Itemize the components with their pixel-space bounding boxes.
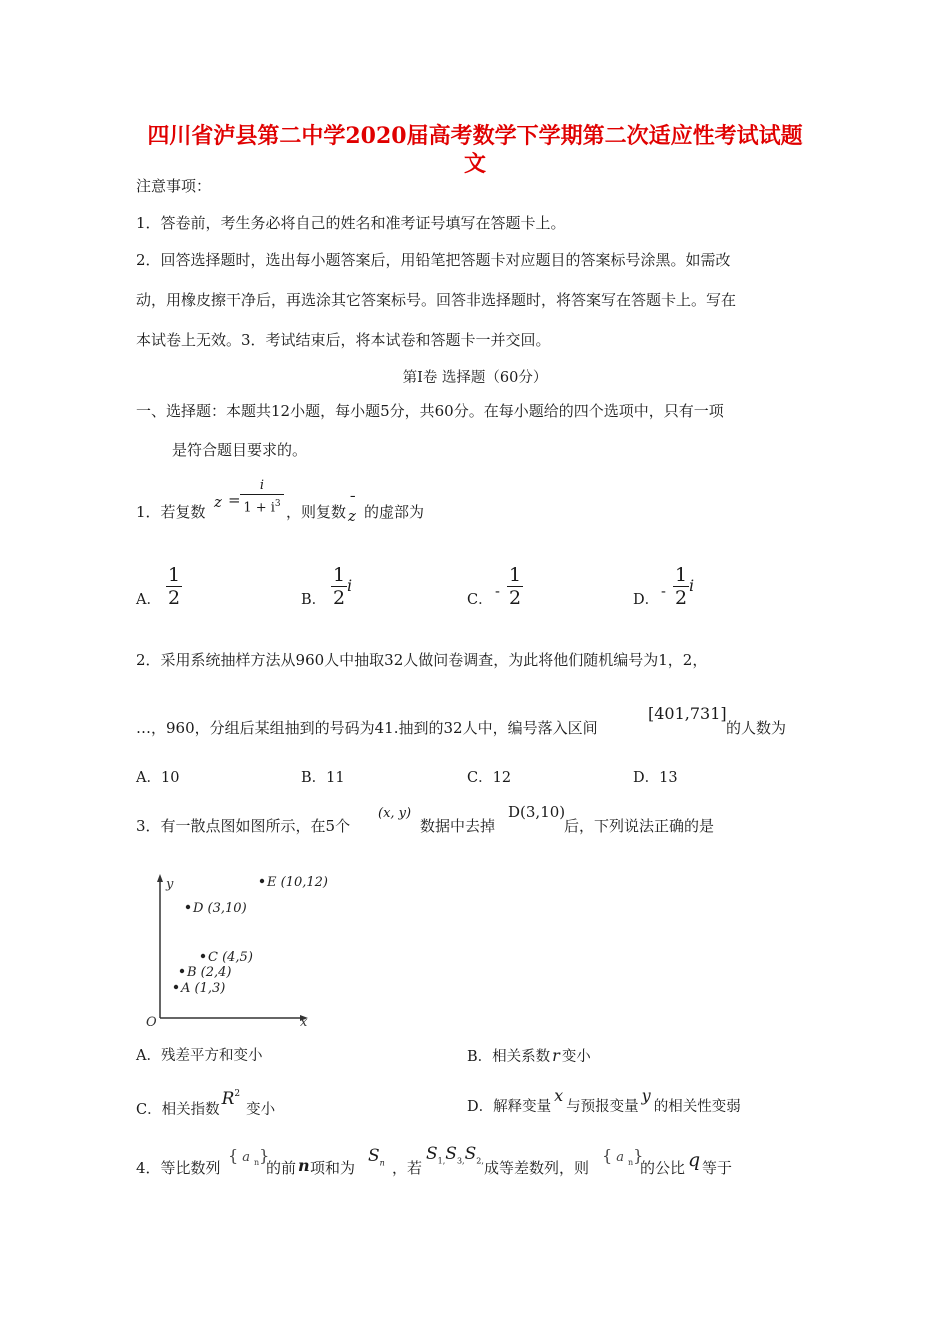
- scatter-point: [186, 905, 190, 909]
- q1-prefix: 1．若复数: [136, 503, 206, 521]
- document-title: 四川省泸县第二中学2020届高考数学下学期第二次适应性考试试题: [147, 123, 803, 149]
- q2-line2-prefix: …，960，分组后某组抽到的号码为41.抽到的32人中，编号落入区间: [136, 719, 598, 737]
- q2-option-b[interactable]: B．11: [301, 770, 345, 786]
- q3-option-b[interactable]: B．相关系数 r 变小: [467, 1046, 591, 1065]
- section-heading: 第Ⅰ卷 选择题（60分）: [402, 370, 548, 386]
- q1-option-a-fraction: 1 2: [167, 564, 181, 609]
- q4-mid2: 项和为: [310, 1159, 356, 1177]
- question-1: [136, 478, 425, 528]
- q1-suffix: 的虚部为: [364, 503, 425, 521]
- q3-option-a[interactable]: A．残差平方和变小: [136, 1048, 263, 1064]
- scatter-point: [201, 954, 205, 958]
- scatter-point: [174, 985, 178, 989]
- q2-line2-suffix: 的人数为: [726, 719, 787, 737]
- q3-mid: 数据中去掉: [420, 817, 496, 835]
- scatter-point-label: D (3,10): [193, 901, 247, 916]
- q4-S: $S_n$: [368, 1146, 385, 1168]
- q2-option-d[interactable]: D．13: [633, 770, 678, 786]
- q4-q: q: [688, 1149, 701, 1171]
- y-axis-label: y: [166, 877, 174, 892]
- notice-item-2-line2: 动，用橡皮擦干净后，再选涂其它答案标号。回答非选择题时，将答案写在答题卡上。写在: [136, 291, 737, 309]
- q2-option-c[interactable]: C．12: [467, 770, 512, 786]
- q4-mid4: 成等差数列，则: [484, 1159, 590, 1177]
- q4-seq-an-2: { a $_n$}: [602, 1146, 644, 1168]
- q1-fraction-numerator: i: [259, 478, 265, 493]
- scatter-points: [174, 875, 328, 996]
- q1-eq: =: [228, 491, 241, 509]
- section-intro-line2: 是符合题目要求的。: [172, 441, 308, 459]
- section-intro-line1: 一、选择题：本题共12小题，每小题5分，共60分。在每小题给的四个选项中，只有一项: [136, 402, 724, 420]
- scatter-point-label: C (4,5): [208, 950, 253, 965]
- q4-suffix: 等于: [702, 1159, 733, 1177]
- scatter-point: [260, 879, 264, 883]
- q3-option-c[interactable]: C．相关指数$R^2$变小: [136, 1088, 276, 1118]
- question-4: [136, 1144, 816, 1188]
- q1-option-c-fraction: 1 2: [508, 564, 522, 609]
- document-page: 四川省泸县第二中学2020届高考数学下学期第二次适应性考试试题 文 注意事项： 1．答卷前，考生务必将自己的姓名和准考证号填写在答题卡上。 2．回答选择题时，选出每小题答案后，用铅笔把答题卡对应题目的答案标号涂黑。如需改 动，用橡皮擦干净后，再选涂其它答案标号。回答非选择题时，将答案写在答题卡上。写在 本试卷上无效。3．考试结束后，将本试卷和答题卡一并交回。 第Ⅰ卷 选择题（60分） 一、选择题：本题共12小题，每小题5分，共60分。在每小题给的四个选项中，只有一项 是符合题目要求的。 1．若复数 z = i $1 + i^3$ ，则复数 ¯ z 的虚部为 A． 1 2 B． 1 2 i C． - 1 2 D． - 1 2 i 2．采用系统抽样方法从960人中抽取32人做问卷调查，为此将他们随机编号为1，2， …，960，分组后某组抽到的号码为41.抽到的32人中，编号落入区间 [401,731] 的人数为 A．10 B．11 C．12 D．13 3．有一散点图如图所示，在5个 (x, y) 数据中去掉 D(3,10) 后，下列说法正确的是 y x O E (10,12) D (3,10) C (4,5) B (2,4) A (1,3) A．残差平方和变小 B．相关系数 r 变小 C．相关指数$R^2$变小 D．解释变量x与预报变量y的相关性变弱 4．等比数列 { a $_n$} 的前 n 项和为 $S_n$ ，若 $S_{1,}S_{3,}S_{2,}$ 成等差数列，则 { a $_n$} 的公比 q 等于: [0, 0, 950, 1344]
- q1-mid: ，则复数: [286, 503, 347, 521]
- scatter-point-label: B (2,4): [187, 965, 232, 980]
- q1-z: z: [214, 493, 222, 511]
- q2-option-a[interactable]: A．10: [136, 770, 180, 786]
- q4-prefix: 4．等比数列: [136, 1159, 221, 1177]
- q4-seq-an-1: { a $_n$}: [228, 1146, 270, 1168]
- q1-fraction-denominator: 1 + i: [243, 500, 275, 516]
- x-axis-label: x: [300, 1015, 308, 1028]
- q4-n: n: [298, 1156, 310, 1175]
- notice-item-2-line1: 2．回答选择题时，选出每小题答案后，用铅笔把答题卡对应题目的答案标号涂黑。如需改: [136, 251, 731, 269]
- q2-interval: [401,731]: [648, 704, 727, 723]
- q1-zbar: ¯ z: [348, 493, 357, 525]
- q4-mid3: ，若: [392, 1159, 423, 1177]
- q4-mid5: 的公比: [640, 1159, 686, 1177]
- q3-point-d: D(3,10): [508, 803, 566, 821]
- origin-label: O: [146, 1015, 157, 1028]
- q1-option-d-fraction: 1 2: [674, 564, 688, 609]
- q3-suffix: 后，下列说法正确的是: [564, 817, 715, 835]
- document-title-line2: 文: [463, 151, 486, 177]
- scatter-point: [180, 969, 184, 973]
- scatter-plot: [140, 868, 340, 1028]
- q3-stem: [136, 803, 816, 836]
- q1-fraction-exponent: 3: [274, 499, 281, 509]
- q4-terms: $S_{1,}S_{3,}S_{2,}$: [426, 1144, 484, 1166]
- notice-item-2-line3: 本试卷上无效。3．考试结束后，将本试卷和答题卡一并交回。: [136, 331, 551, 349]
- q3-prefix: 3．有一散点图如图所示，在5个: [136, 817, 351, 835]
- notice-item-1: 1．答卷前，考生务必将自己的姓名和准考证号填写在答题卡上。: [136, 214, 566, 232]
- scatter-point-label: A (1,3): [181, 981, 226, 996]
- y-axis-arrow: [157, 874, 163, 882]
- q4-mid1: 的前: [266, 1159, 297, 1177]
- notice-heading: 注意事项：: [136, 177, 212, 195]
- q1-option-b-fraction: 1 2: [332, 564, 346, 609]
- q1-fraction: [240, 478, 284, 517]
- q3-xy: (x, y): [378, 806, 412, 821]
- scatter-point-label: E (10,12): [267, 875, 328, 890]
- q2-line2: [136, 704, 816, 738]
- q3-option-d[interactable]: D．解释变量x与预报变量y的相关性变弱: [467, 1086, 741, 1115]
- q2-line1: 2．采用系统抽样方法从960人中抽取32人做问卷调查，为此将他们随机编号为1，2，: [136, 651, 708, 669]
